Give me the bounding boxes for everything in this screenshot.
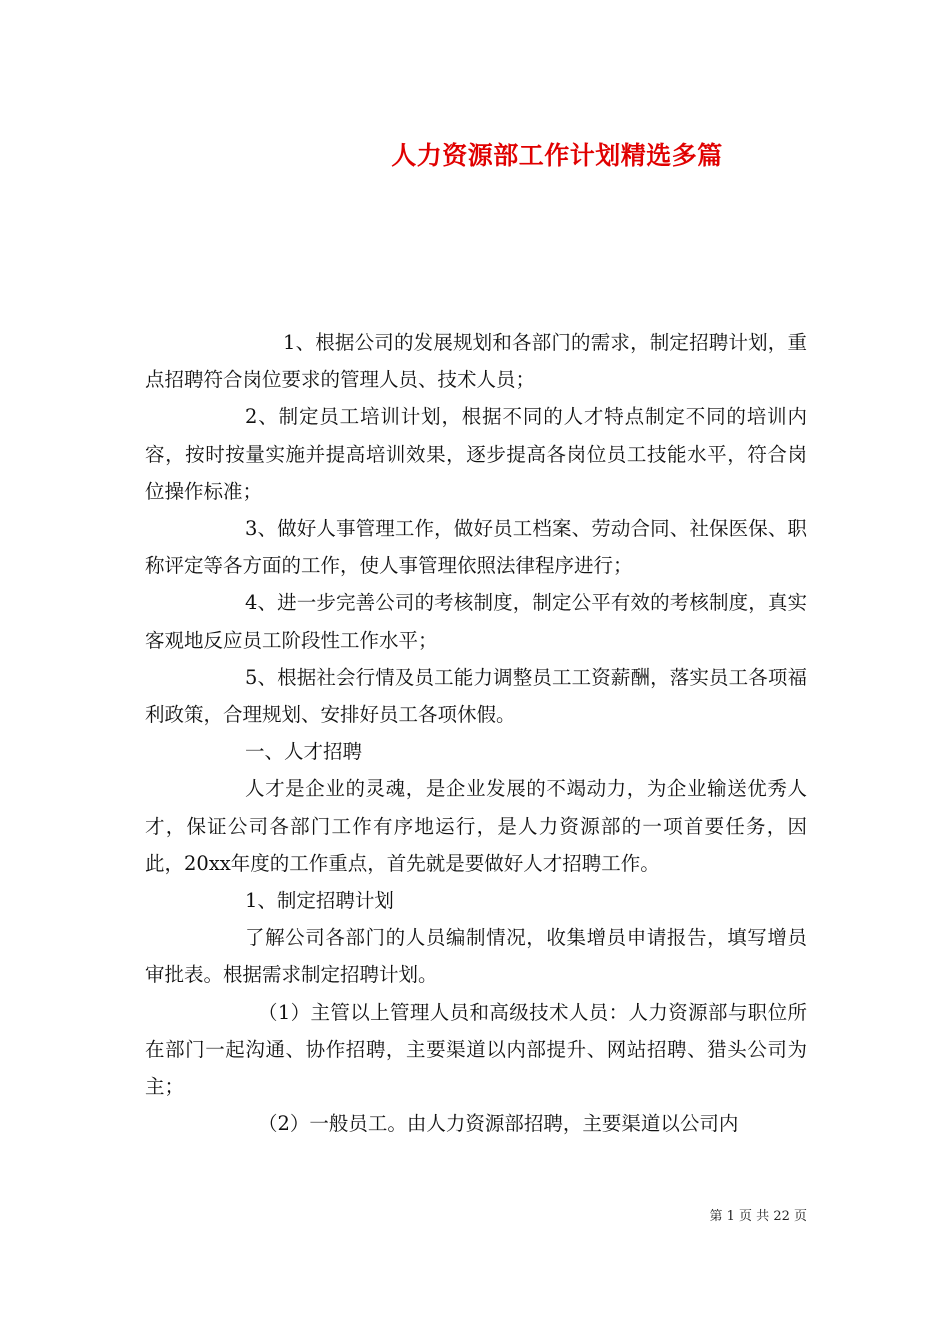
paragraph-8: （1）主管以上管理人员和高级技术人员：人力资源部与职位所在部门一起沟通、协作招聘，主要渠道以内部提升、网站招聘、猎头公司为主； xyxy=(145,1000,807,1099)
paragraph-5: 5、根据社会行情及员工能力调整员工工资薪酬，落实员工各项福利政策，合理规划、安排好员工各项休假。 xyxy=(145,665,807,727)
paragraph-6: 人才是企业的灵魂，是企业发展的不竭动力，为企业输送优秀人才，保证公司各部门工作有序地运行，是人力资源部的一项首要任务，因此，20xx年度的工作重点，首先就是要做好人才招聘工作。 xyxy=(145,777,807,875)
paragraph-9: （2）一般员工。由人力资源部招聘，主要渠道以公司内 xyxy=(258,1112,739,1136)
paragraph-2: 2、制定员工培训计划，根据不同的人才特点制定不同的培训内容，按时按量实施并提高培训效果，逐步提高各岗位员工技能水平，符合岗位操作标准； xyxy=(145,405,807,503)
subheading-recruitment-plan: 1、制定招聘计划 xyxy=(245,889,394,913)
paragraph-4: 4、进一步完善公司的考核制度，制定公平有效的考核制度，真实客观地反应员工阶段性工作水平； xyxy=(145,591,807,652)
document-body xyxy=(145,324,807,1142)
document-title: 人力资源部工作计划精选多篇 xyxy=(391,141,723,170)
paragraph-7: 了解公司各部门的人员编制情况，收集增员申请报告，填写增员审批表。根据需求制定招聘计划。 xyxy=(145,926,807,987)
section-heading-recruitment: 一、人才招聘 xyxy=(245,740,363,764)
page-number-footer: 第 1 页 共 22 页 xyxy=(709,1209,807,1224)
paragraph-3: 3、做好人事管理工作，做好员工档案、劳动合同、社保医保、职称评定等各方面的工作，使人事管理依照法律程序进行； xyxy=(145,517,807,578)
paragraph-1: 1、根据公司的发展规划和各部门的需求，制定招聘计划，重点招聘符合岗位要求的管理人员、技术人员； xyxy=(145,331,807,392)
